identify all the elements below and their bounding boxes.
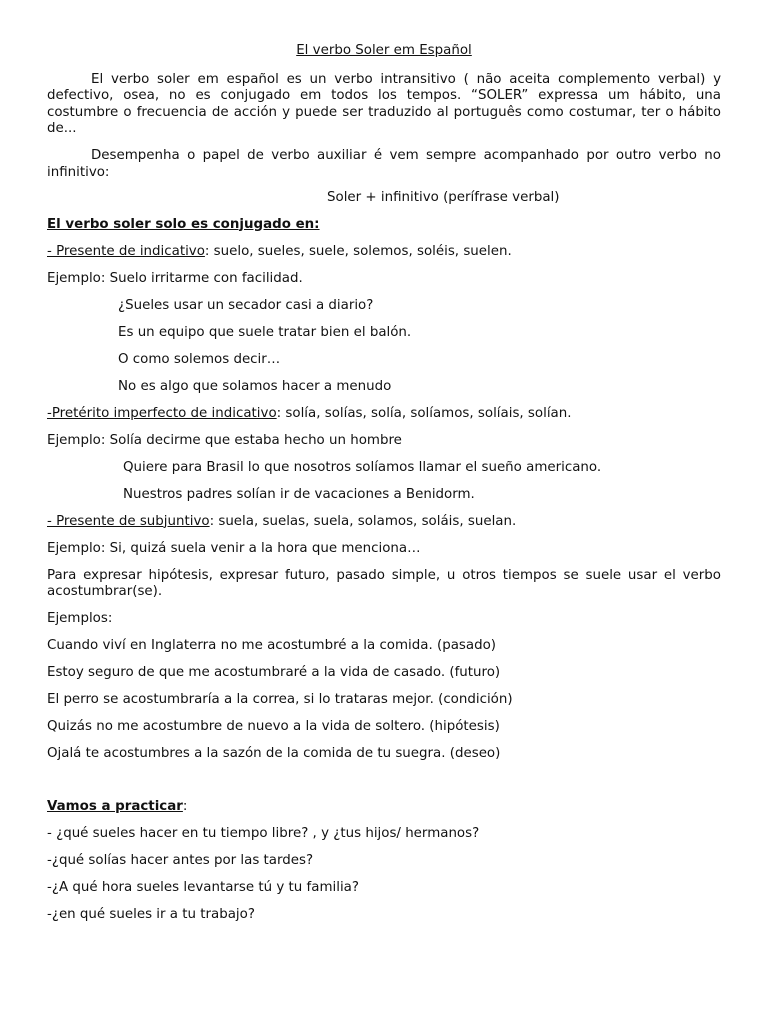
presente-indicativo-forms: : suelo, sueles, suele, solemos, soléis, suelen.: [204, 243, 512, 259]
ejemplo-hipotesis: Quizás no me acostumbre de nuevo a la vida de soltero. (hipótesis): [47, 719, 500, 734]
ejemplo-deseo: Ojalá te acostumbres a la sazón de la comida de tu suegra. (deseo): [47, 746, 501, 761]
formula-line: Soler + infinitivo (perífrase verbal): [327, 190, 560, 205]
preterito-example-1: Quiere para Brasil lo que nosotros solíamos llamar el sueño americano.: [123, 459, 602, 475]
auxiliary-paragraph: Desempenha o papel de verbo auxiliar é vem sempre acompanhado por outro verbo no infinitivo:: [47, 148, 721, 180]
ejemplo-futuro: Estoy seguro de que me acostumbraré a la vida de casado. (futuro): [47, 665, 501, 680]
presente-indicativo-example-2: Es un equipo que suele tratar bien el balón.: [118, 324, 412, 340]
practice-heading: [47, 799, 721, 816]
intro-paragraph: El verbo soler em español es un verbo intransitivo ( não aceita complemento verbal) y defectivo, osea, no es conjugado em todos los tempos. “SOLER” expressa um hábito, una costumbre o frecuencia de acción y puede ser traduzido al português como costumar, ter o hábito de...: [47, 71, 721, 136]
preterito-example: Ejemplo: Solía decirme que estaba hecho un hombre: [47, 432, 402, 448]
document-title: [47, 43, 721, 60]
ejemplo-condicion: El perro se acostumbraría a la correa, si lo trataras mejor. (condición): [47, 692, 513, 707]
practice-heading-suffix: :: [182, 798, 188, 814]
presente-indicativo-label: - Presente de indicativo: [47, 243, 205, 259]
preterito-forms: : solía, solías, solía, solíamos, solíais, solían.: [276, 405, 572, 421]
conjugation-heading-text: El verbo soler solo es conjugado en:: [47, 216, 320, 232]
other-tenses-paragraph: Para expresar hipótesis, expresar futuro, pasado simple, u otros tiempos se suele usar el verbo acostumbrar(se).: [47, 567, 721, 599]
subjuntivo-line: [47, 514, 721, 531]
conjugation-heading: [47, 217, 721, 234]
presente-indicativo-example-1: ¿Sueles usar un secador casi a diario?: [118, 297, 374, 313]
practice-question-4: -¿en qué sueles ir a tu trabajo?: [47, 906, 255, 922]
document-page: [47, 36, 721, 923]
practice-question-2: -¿qué solías hacer antes por las tardes?: [47, 852, 314, 868]
presente-indicativo-example-4: No es algo que solamos hacer a menudo: [118, 378, 392, 394]
ejemplo-pasado: Cuando viví en Inglaterra no me acostumbré a la comida. (pasado): [47, 638, 497, 653]
preterito-label: -Pretérito imperfecto de indicativo: [47, 405, 277, 421]
subjuntivo-example: Ejemplo: Si, quizá suela venir a la hora que menciona…: [47, 540, 421, 556]
subjuntivo-label: - Presente de subjuntivo: [47, 513, 210, 529]
presente-indicativo-example-3: O como solemos decir…: [118, 351, 281, 367]
preterito-line: [47, 406, 721, 423]
ejemplos-label: Ejemplos:: [47, 611, 113, 626]
preterito-example-2: Nuestros padres solían ir de vacaciones a Benidorm.: [123, 486, 475, 502]
practice-question-3: -¿A qué hora sueles levantarse tú y tu familia?: [47, 879, 359, 895]
title-text: El verbo Soler em Español: [296, 43, 472, 58]
practice-heading-text: Vamos a practicar: [47, 798, 183, 814]
practice-question-1: - ¿qué sueles hacer en tu tiempo libre? , y ¿tus hijos/ hermanos?: [47, 825, 480, 841]
presente-indicativo-example: Ejemplo: Suelo irritarme con facilidad.: [47, 270, 303, 286]
subjuntivo-forms: : suela, suelas, suela, solamos, soláis, suelan.: [209, 513, 517, 529]
presente-indicativo-line: [47, 244, 721, 261]
